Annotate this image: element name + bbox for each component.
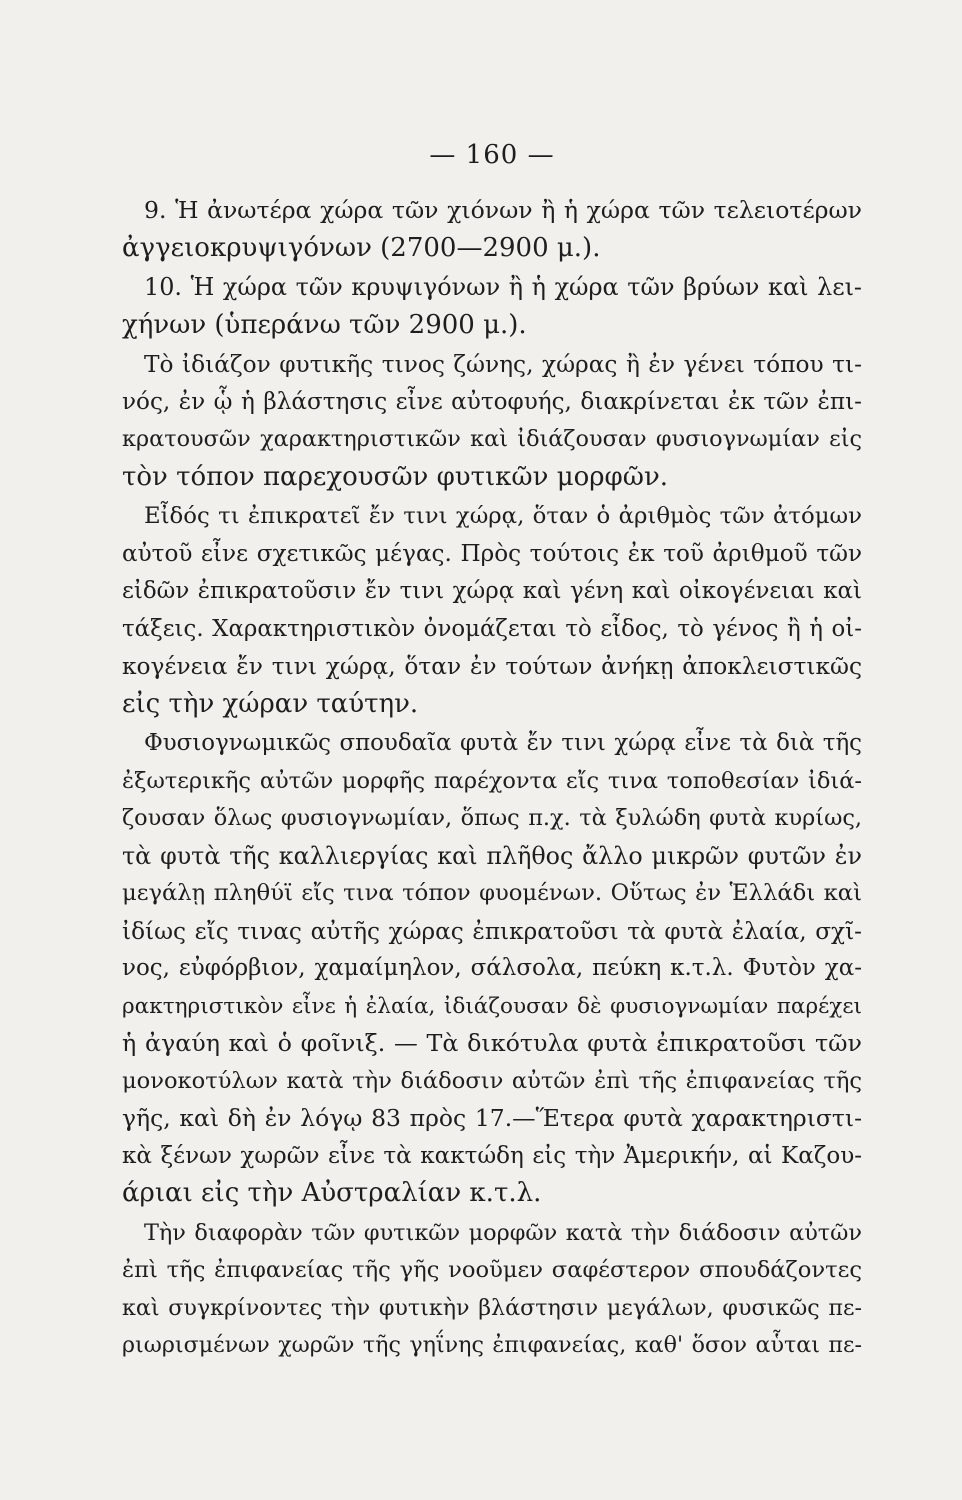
text-line: 9. Ἡ ἀνωτέρα χώρα τῶν χιόνων ἢ ἡ χώρα τῶν τελειοτέρων [144, 196, 862, 224]
text-line: εἰδῶν ἐπικρατοῦσιν ἔν τινι χώρᾳ καὶ γένη καὶ οἰκογένειαι καὶ [122, 578, 862, 604]
text-line: τὸν τόπον παρεχουσῶν φυτικῶν μορφῶν. [122, 461, 669, 492]
text-line: κρατουσῶν χαρακτηριστικῶν καὶ ἰδιάζουσαν φυσιογνωμίαν εἰς [122, 426, 862, 452]
text-line: Τὴν διαφορὰν τῶν φυτικῶν μορφῶν κατὰ τὴν διάδοσιν αὐτῶν [144, 1219, 862, 1246]
text-line: καὶ συγκρίνοντες τὴν φυτικὴν βλάστησιν μεγάλων, φυσικῶς πε- [122, 1294, 862, 1321]
list-item-9 [122, 192, 862, 267]
text-line: νός, ἐν ᾧ ἡ βλάστησις εἶνε αὐτοφυής, διακρίνεται ἐκ τῶν ἐπι- [122, 388, 862, 415]
text-line: ἀγγειοκρυψιγόνων (2700—2900 μ.). [122, 232, 601, 263]
text-line: Φυσιογνωμικῶς σπουδαῖα φυτὰ ἔν τινι χώρᾳ εἶνε τὰ διὰ τῆς [144, 730, 862, 756]
text-line: ζουσαν ὅλως φυσιογνωμίαν, ὅπως π.χ. τὰ ξυλώδη φυτὰ κυρίως, [122, 805, 862, 831]
list-item-10 [122, 269, 862, 344]
text-line: ἐξωτερικῆς αὐτῶν μορφῆς παρέχοντα εἴς τινα τοποθεσίαν ἰδιά- [122, 767, 862, 794]
paragraph-idiazon [122, 346, 862, 496]
text-line: άριαι εἰς τὴν Αὐστραλίαν κ.τ.λ. [122, 1178, 542, 1208]
page-number: — 160 — [429, 140, 555, 170]
text-line: 10. Ἡ χώρα τῶν κρυψιγόνων ἢ ἡ χώρα τῶν βρύων καὶ λει- [144, 273, 862, 301]
text-line: ρακτηριστικὸν εἶνε ἡ ἐλαία, ἰδιάζουσαν δὲ φυσιογνωμίαν παρέχει [122, 993, 862, 1019]
text-line: τὰ φυτὰ τῆς καλλιεργίας καὶ πλῆθος ἄλλο μικρῶν φυτῶν ἐν [122, 841, 862, 870]
paragraph-diaphoran [122, 1215, 862, 1365]
text-line: αὐτοῦ εἶνε σχετικῶς μέγας. Πρὸς τούτοις ἐκ τοῦ ἀριθμοῦ τῶν [122, 540, 862, 567]
text-line: ριωρισμένων χωρῶν τῆς γηΐνης ἐπιφανείας, καθ' ὅσον αὗται πε- [122, 1332, 862, 1358]
text-line: Εἶδός τι ἐπικρατεῖ ἔν τινι χώρᾳ, ὅταν ὁ ἀριθμὸς τῶν ἀτόμων [144, 503, 862, 529]
text-line: γῆς, καὶ δὴ ἐν λόγῳ 83 πρὸς 17.—Ἕτερα φυτὰ χαρακτηριστι- [122, 1104, 862, 1132]
text-line: τάξεις. Χαρακτηριστικὸν ὀνομάζεται τὸ εἶδος, τὸ γένος ἢ ἡ οἰ- [122, 615, 862, 642]
paragraph-physiognomikos [122, 725, 862, 1213]
text-line: ἡ ἀγαύη καὶ ὁ φοῖνιξ. — Τὰ δικότυλα φυτὰ ἐπικρατοῦσι τῶν [122, 1029, 862, 1057]
text-line: Τὸ ἰδιάζον φυτικῆς τινος ζώνης, χώρας ἢ ἐν γένει τόπου τι- [144, 351, 862, 378]
text-line: κογένεια ἔν τινι χώρᾳ, ὅταν ἐν τούτων ἀνήκῃ ἀποκλειστικῶς [122, 653, 862, 680]
paragraph-epikratei [122, 498, 862, 723]
text-line: κὰ ξένων χωρῶν εἶνε τὰ κακτώδη εἰς τὴν Ἀμερικήν, αἱ Καζου- [122, 1142, 862, 1169]
text-line: νος, εὐφόρβιον, χαμαίμηλον, σάλσολα, πεύκη κ.τ.λ. Φυτὸν χα- [122, 955, 862, 981]
text-line: μονοκοτύλων κατὰ τὴν διάδοσιν αὐτῶν ἐπὶ τῆς ἐπιφανείας τῆς [122, 1067, 862, 1094]
text-line: χήνων (ὑπεράνω τῶν 2900 μ.). [122, 309, 527, 340]
text-line: ἐπὶ τῆς ἐπιφανείας τῆς γῆς νοοῦμεν σαφέστερον σπουδάζοντες [122, 1257, 862, 1283]
text-line: εἰς τὴν χώραν ταύτην. [122, 688, 419, 719]
text-line: μεγάλῃ πληθύϊ εἴς τινα τόπον φυομένων. Οὕτως ἐν Ἑλλάδι καὶ [122, 880, 862, 906]
text-line: ἰδίως εἴς τινας αὐτῆς χώρας ἐπικρατοῦσι τὰ φυτὰ ἐλαία, σχῖ- [122, 917, 862, 945]
